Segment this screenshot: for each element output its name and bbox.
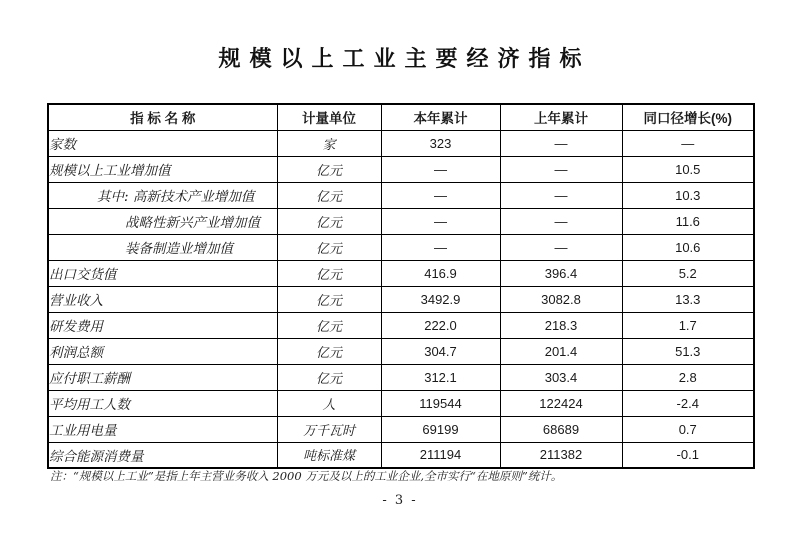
page-number: - 3 - — [382, 493, 418, 508]
current-year-value: 3492.9 — [381, 286, 500, 312]
previous-year-value: 218.3 — [500, 312, 622, 338]
indicator-unit: 亿元 — [277, 260, 381, 286]
indicator-name: 工业用电量 — [48, 416, 277, 442]
growth-value: 5.2 — [622, 260, 754, 286]
col-header-growth: 同口径增长(%) — [622, 104, 754, 130]
table-header-row — [48, 104, 754, 130]
growth-value: 10.5 — [622, 156, 754, 182]
table-row — [48, 286, 754, 312]
growth-value: 11.6 — [622, 208, 754, 234]
growth-value: 10.3 — [622, 182, 754, 208]
col-header-indicator-name: 指 标 名 称 — [48, 104, 277, 130]
indicator-unit: 亿元 — [277, 156, 381, 182]
previous-year-value: 303.4 — [500, 364, 622, 390]
page-title: 规模以上工业主要经济指标 — [218, 46, 591, 71]
previous-year-value: 68689 — [500, 416, 622, 442]
current-year-value: — — [381, 208, 500, 234]
indicator-name: 出口交货值 — [48, 260, 277, 286]
table-row — [48, 338, 754, 364]
current-year-value: 211194 — [381, 442, 500, 468]
table-row — [48, 416, 754, 442]
current-year-value: 416.9 — [381, 260, 500, 286]
growth-value: -0.1 — [622, 442, 754, 468]
previous-year-value: 3082.8 — [500, 286, 622, 312]
indicator-name: 研发费用 — [48, 312, 277, 338]
growth-value: — — [622, 130, 754, 156]
col-header-current-year: 本年累计 — [381, 104, 500, 130]
table-row — [48, 156, 754, 182]
previous-year-value: 122424 — [500, 390, 622, 416]
current-year-value: — — [381, 156, 500, 182]
indicator-name: 综合能源消费量 — [48, 442, 277, 468]
growth-value: 2.8 — [622, 364, 754, 390]
previous-year-value: — — [500, 130, 622, 156]
indicators-table — [47, 103, 755, 469]
indicator-name: 应付职工薪酬 — [48, 364, 277, 390]
indicator-unit: 吨标准煤 — [277, 442, 381, 468]
indicator-name: 平均用工人数 — [48, 390, 277, 416]
current-year-value: 119544 — [381, 390, 500, 416]
indicator-unit: 亿元 — [277, 364, 381, 390]
table-row — [48, 364, 754, 390]
indicator-unit: 家 — [277, 130, 381, 156]
indicator-unit: 亿元 — [277, 286, 381, 312]
indicator-unit: 人 — [277, 390, 381, 416]
indicator-name: 规模以上工业增加值 — [48, 156, 277, 182]
table-row — [48, 312, 754, 338]
table-row — [48, 260, 754, 286]
indicator-unit: 亿元 — [277, 338, 381, 364]
previous-year-value: 396.4 — [500, 260, 622, 286]
indicator-name: 装备制造业增加值 — [48, 234, 277, 260]
current-year-value: 69199 — [381, 416, 500, 442]
growth-value: -2.4 — [622, 390, 754, 416]
table-row — [48, 182, 754, 208]
table-row — [48, 208, 754, 234]
previous-year-value: 201.4 — [500, 338, 622, 364]
previous-year-value: — — [500, 234, 622, 260]
indicator-name: 营业收入 — [48, 286, 277, 312]
current-year-value: — — [381, 234, 500, 260]
current-year-value: 323 — [381, 130, 500, 156]
table-row — [48, 390, 754, 416]
indicator-name: 家数 — [48, 130, 277, 156]
indicator-unit: 亿元 — [277, 234, 381, 260]
indicator-name: 利润总额 — [48, 338, 277, 364]
current-year-value: — — [381, 182, 500, 208]
table-row — [48, 234, 754, 260]
growth-value: 0.7 — [622, 416, 754, 442]
indicator-name: 其中: 高新技术产业增加值 — [48, 182, 277, 208]
indicator-unit: 亿元 — [277, 208, 381, 234]
current-year-value: 222.0 — [381, 312, 500, 338]
current-year-value: 304.7 — [381, 338, 500, 364]
growth-value: 1.7 — [622, 312, 754, 338]
growth-value: 13.3 — [622, 286, 754, 312]
growth-value: 51.3 — [622, 338, 754, 364]
table-footnote: 注：“规模以上工业”是指上年主营业务收入 2000 万元及以上的工业企业,全市实行“在地原则”统计。 — [50, 469, 563, 483]
table-row — [48, 130, 754, 156]
col-header-previous-year: 上年累计 — [500, 104, 622, 130]
indicator-name: 战略性新兴产业增加值 — [48, 208, 277, 234]
indicator-unit: 亿元 — [277, 182, 381, 208]
col-header-unit: 计量单位 — [277, 104, 381, 130]
previous-year-value: 211382 — [500, 442, 622, 468]
current-year-value: 312.1 — [381, 364, 500, 390]
indicator-unit: 亿元 — [277, 312, 381, 338]
previous-year-value: — — [500, 208, 622, 234]
growth-value: 10.6 — [622, 234, 754, 260]
previous-year-value: — — [500, 156, 622, 182]
table-row — [48, 442, 754, 468]
indicator-unit: 万千瓦时 — [277, 416, 381, 442]
previous-year-value: — — [500, 182, 622, 208]
